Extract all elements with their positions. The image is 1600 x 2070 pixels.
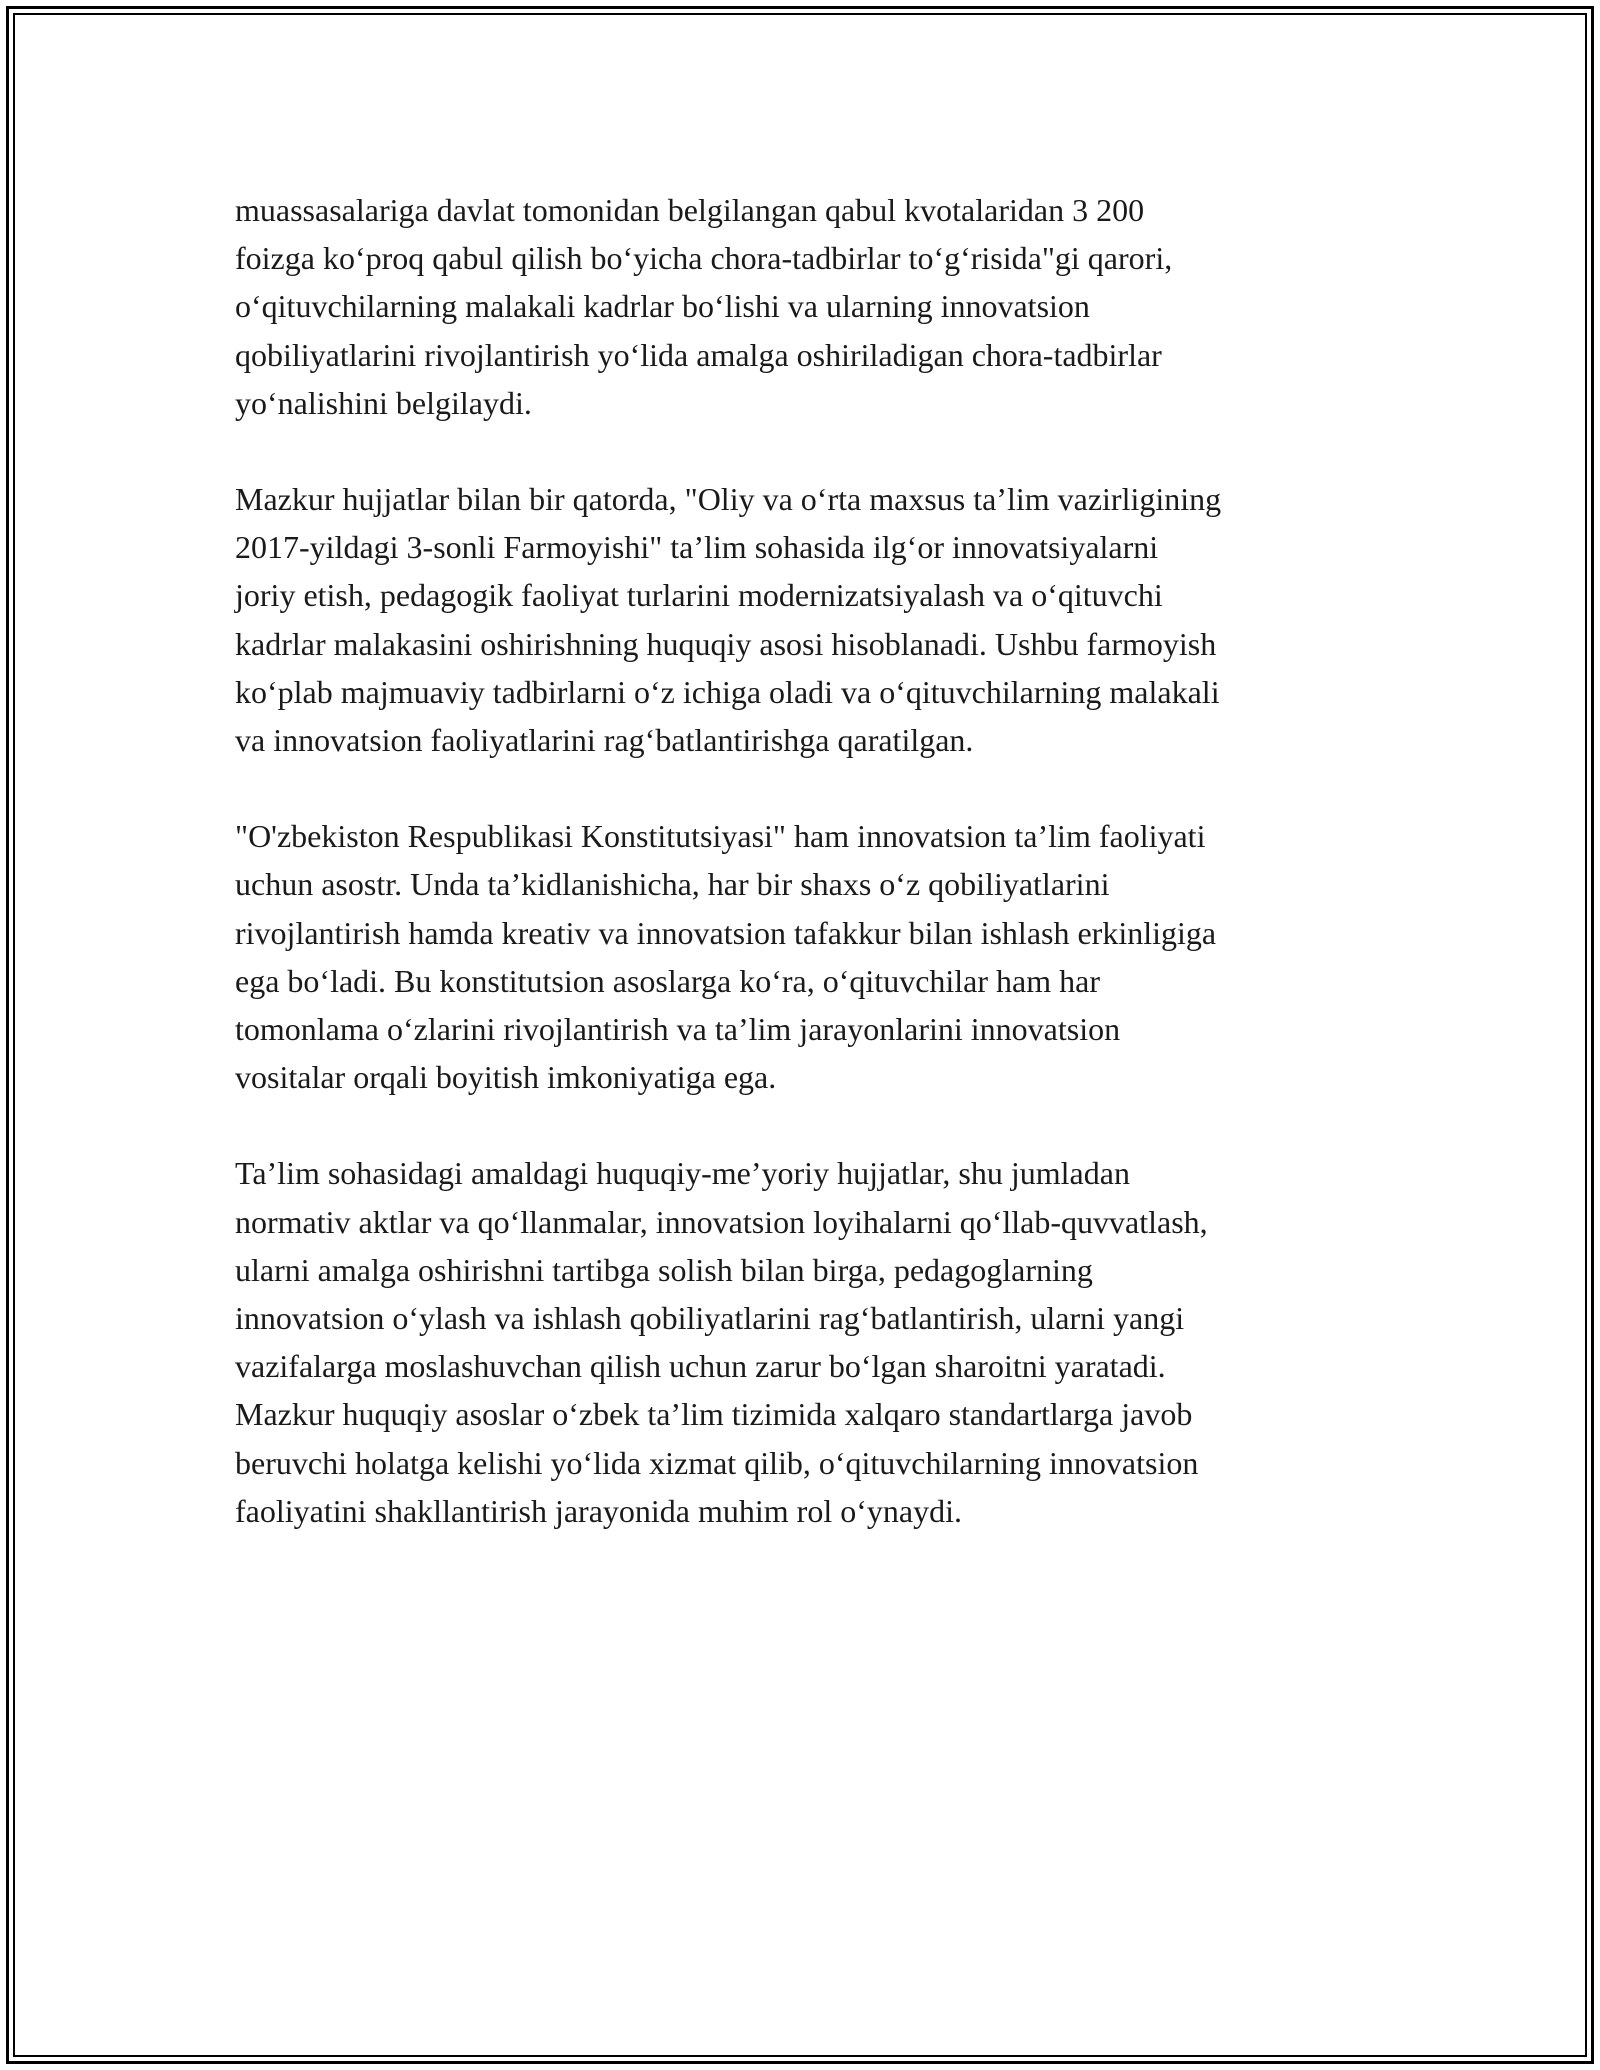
text-line: ega bo‘ladi. Bu konstitutsion asoslarga ko‘ra, o‘qituvchilar ham har	[235, 962, 1100, 999]
text-line: ko‘plab majmuaviy tadbirlarni o‘z ichiga oladi va o‘qituvchilarning malakali	[235, 673, 1220, 710]
text-line: va innovatsion faoliyatlarini rag‘batlantirishga qaratilgan.	[235, 722, 974, 759]
paragraph-2	[235, 475, 1375, 764]
text-line: kadrlar malakasini oshirishning huquqiy asosi hisoblanadi. Ushbu farmoyish	[235, 625, 1217, 662]
text-line: Ta’lim sohasidagi amaldagi huquqiy-me’yoriy hujjatlar, shu jumladan	[235, 1155, 1130, 1192]
text-line: muassasalariga davlat tomonidan belgilangan qabul kvotalaridan 3 200	[235, 192, 1145, 228]
text-line: foizga ko‘proq qabul qilish bo‘yicha chora-tadbirlar to‘g‘risida"gi qarori,	[235, 240, 1173, 277]
text-line: Mazkur hujjatlar bilan bir qatorda, "Oliy va o‘rta maxsus ta’lim vazirligining	[235, 481, 1222, 518]
document-body	[235, 186, 1375, 1583]
text-line: faoliyatini shakllantirish jarayonida muhim rol o‘ynaydi.	[235, 1492, 962, 1529]
text-line: yo‘nalishini belgilaydi.	[235, 384, 532, 421]
text-line: rivojlantirish hamda kreativ va innovatsion tafakkur bilan ishlash erkinligiga	[235, 914, 1217, 951]
text-line: vositalar orqali boyitish imkoniyatiga ega.	[235, 1059, 777, 1096]
text-line: beruvchi holatga kelishi yo‘lida xizmat qilib, o‘qituvchilarning innovatsion	[235, 1444, 1199, 1481]
text-line: o‘qituvchilarning malakali kadrlar bo‘lishi va ularning innovatsion	[235, 288, 1090, 325]
text-line: 2017-yildagi 3-sonli Farmoyishi" ta’lim sohasida ilg‘or innovatsiyalarni	[235, 529, 1159, 566]
text-line: uchun asostr. Unda ta’kidlanishicha, har bir shaxs o‘z qobiliyatlarini	[235, 866, 1110, 903]
text-line: tomonlama o‘zlarini rivojlantirish va ta’lim jarayonlarini innovatsion	[235, 1011, 1121, 1048]
paragraph-3	[235, 812, 1375, 1101]
text-line: vazifalarga moslashuvchan qilish uchun zarur bo‘lgan sharoitni yaratadi.	[235, 1348, 1166, 1385]
text-line: normativ aktlar va qo‘llanmalar, innovatsion loyihalarni qo‘llab-quvvatlash,	[235, 1203, 1208, 1240]
text-line: innovatsion o‘ylash va ishlash qobiliyatlarini rag‘batlantirish, ularni yangi	[235, 1300, 1185, 1337]
paragraph-4	[235, 1149, 1375, 1535]
text-line: "O'zbekiston Respublikasi Konstitutsiyasi" ham innovatsion ta’lim faoliyati	[235, 818, 1206, 855]
text-line: qobiliyatlarini rivojlantirish yo‘lida amalga oshiriladigan chora-tadbirlar	[235, 336, 1162, 373]
text-line: ularni amalga oshirishni tartibga solish bilan birga, pedagoglarning	[235, 1251, 1093, 1288]
text-line: Mazkur huquqiy asoslar o‘zbek ta’lim tizimida xalqaro standartlarga javob	[235, 1396, 1193, 1433]
text-line: joriy etish, pedagogik faoliyat turlarini modernizatsiyalash va o‘qituvchi	[235, 577, 1163, 614]
paragraph-1	[235, 186, 1375, 427]
